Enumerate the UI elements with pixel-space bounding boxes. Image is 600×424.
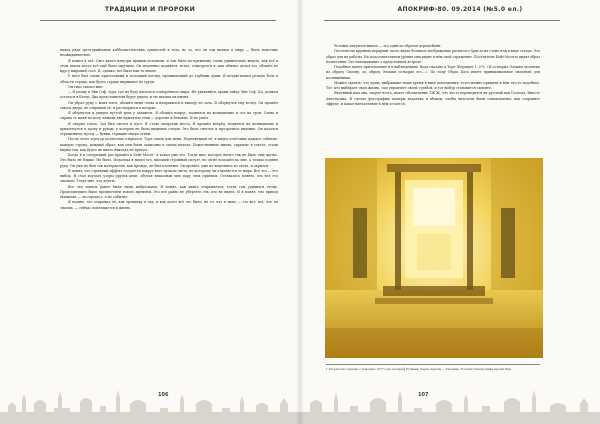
paragraph: У него был очень пристальный и холодный взгляд, проникающий до глубины души. Я почувствовал резкую боль в области сердца, как будто сердце вырывают из груди. [60,74,278,84]
page-number: 106 [158,392,169,398]
paragraph: выход ряда эргегорийльных каббалистических сущностей в тела, но то, что он сам вызвал к миру — было поистине неожиданностью. [60,48,278,58]
running-header: АПОКРИФ-80. 09.2014 (№5.0 ел.) [397,6,523,13]
body-text [326,44,540,107]
paragraph: Подобное имеет приземление и в наблюдениях. Вода сказано в Торе (Берешит 1, 27): «И сотворил Элоким человека по образу Своему, по образу Элоким сотворил его...». По тому Образ Бога имеет принципиальное значение для посвящённых. [326,65,540,80]
yellow-chamber-photo [325,158,543,358]
paragraph: Явленный нам лик, скорее всего, имеет обозначение ТЖ Ж, что часто переводится на русский как Господь. Вместе Ангельских. Я сделал фотографию камеры издалека и вблизи, чтобы читатели были ознакомлены, как сохраняет эффект, и какое впечатление в нём остаётся. [326,91,540,106]
paragraph: Я понял, что странный эффект создаётся вокруг него пучком света, по-которому он отдаляется от мира. Всё это — его выбор. Я стал изучать узоры других книг, обучая знакомым мне пару этих приёмов. Оставалось понять, что всё это значило. Тогда мне, что делать. [60,168,278,184]
page-number: 107 [418,392,429,398]
paragraph: Можно сказать, что души, выбравшие наше время в виде воплощения, естественно приняли в нём что-то подобное. Тот, кто выбирает свою жизнь, сам управляет своей судьбой, и тот выбор становится сильнее. [326,80,540,90]
photo-image [325,158,543,358]
header-rule [40,20,276,21]
header-rule [324,20,560,21]
paragraph: Я вошел в зал. Свет валил изнутри яркими потоками, и там было по-прежнему очень удивительно видеть, как всё в этом тихом месте всё ещё было ощутимо. Он медленно поднялся, встал, осмотрелся и, как обычно делал это, обошёл по кругу широкий стол. И, однако, всё было как-то иначе. [60,58,278,73]
paragraph: После этого эгрегор полностью открылся. Тора сияла для меня. Перечитывая её, я видел отчётливо каждое событие, каждую строку, каждый образ, как они были записаны в самом начале. Божественные имена, скрытые в тексте, стали видны так, как будто их никто никогда не прятал. [60,137,278,152]
paragraph: Он тихо сказал мне: [68,84,104,89]
city-skyline-decoration [0,382,300,424]
city-skyline-decoration [300,382,600,424]
paragraph: Он убрал руку с моих плеч, обошёл меня слева и направился к выходу из зала. Я обернулся ему вслед. Он прошёл сквозь дверь, не открывая её, и растворился в воздухе. [60,100,278,110]
paragraph: — Я ухожу в Эйн Соф, туда, где не буду касаться сотворённого мира. Не удивляйся, храни тайну Эйн Соф. Да, должен остаться в Кетер. Два представителя будут рядом, и ты знаешь их имена. [60,90,278,100]
footnote-text: Творчество сделано с помощью 1977 года Апокриф Рутмана. Черно-Арктик — Таллинн, Эстония Электронная версия Кнр. [328,367,512,371]
paragraph: Я открыл глаза. Зал был светел и пуст. Я стоял напротив места. Я прошёл вперёд, поднялся на возвышение и прикоснулся к трону и рукам, у которых не было видимых следов. Это было светлое и прозрачное видение. Он казался отражением, пусты — буквы, горящие мягко огнём. [60,121,278,136]
right-page [300,0,600,424]
paragraph: Посетители крупных иерархий часто видят большое изображение распятого Христа на стене или в виде статуи. Это образ для их работы. На подсознательном уровне они видят в нём свой отражение. Посетители Бейт-Мосета видят образ вознесения. Это напоминание о предстоящей встрече. [326,49,540,64]
running-header: ТРАДИЦИИ И ПРОРОКИ [104,6,196,13]
body-text [60,48,278,211]
footnote-marker: 1 [326,367,328,371]
paragraph: Я обернулся и увидел пустой трон у занавеси. Я обошёл вокруг, поднялся на возвышение и сел на трон. Слева и справа от меня на полу лежали две крылатые тени — дорогие и близкие. Я не ушёл. [60,111,278,121]
paragraph: Когда я в следующий раз пришёл в Бейт-Мосет, я искал уже его. Тогда мне, которое ничто так не было ещё жутко. Это было не ближе. Не было. Издалека я видел его, высокий стройный силуэт, но он не подошёл ко мне, а только поднял руку. Он уже не был так материален, как прежде, не был плотным. Он прошёл, уже не выделяясь из света, и скрылся. [60,153,278,168]
paragraph: Человек натрясен ничем — это один из образов дерьмеВыйт. [334,44,442,48]
paragraph: Я помню, что открывал её, как тропинку в сад, и как долго всё это было, но то, что я знаю — это вот: всё, что ты знаешь, — сейчас воплощается в жизнь. [60,200,278,210]
book-gutter [296,0,304,424]
paragraph: Все эти записи ранее были лишь набросками. Я понял, как книга открывается, тогда сам удивился этому. Произошедшее было предвестием нового времени. Это всё равно не уберегло тех, кто не видел. И я понял, что приход Машиаха — это процесс, а не событие. [60,184,278,199]
footnote [326,364,540,371]
